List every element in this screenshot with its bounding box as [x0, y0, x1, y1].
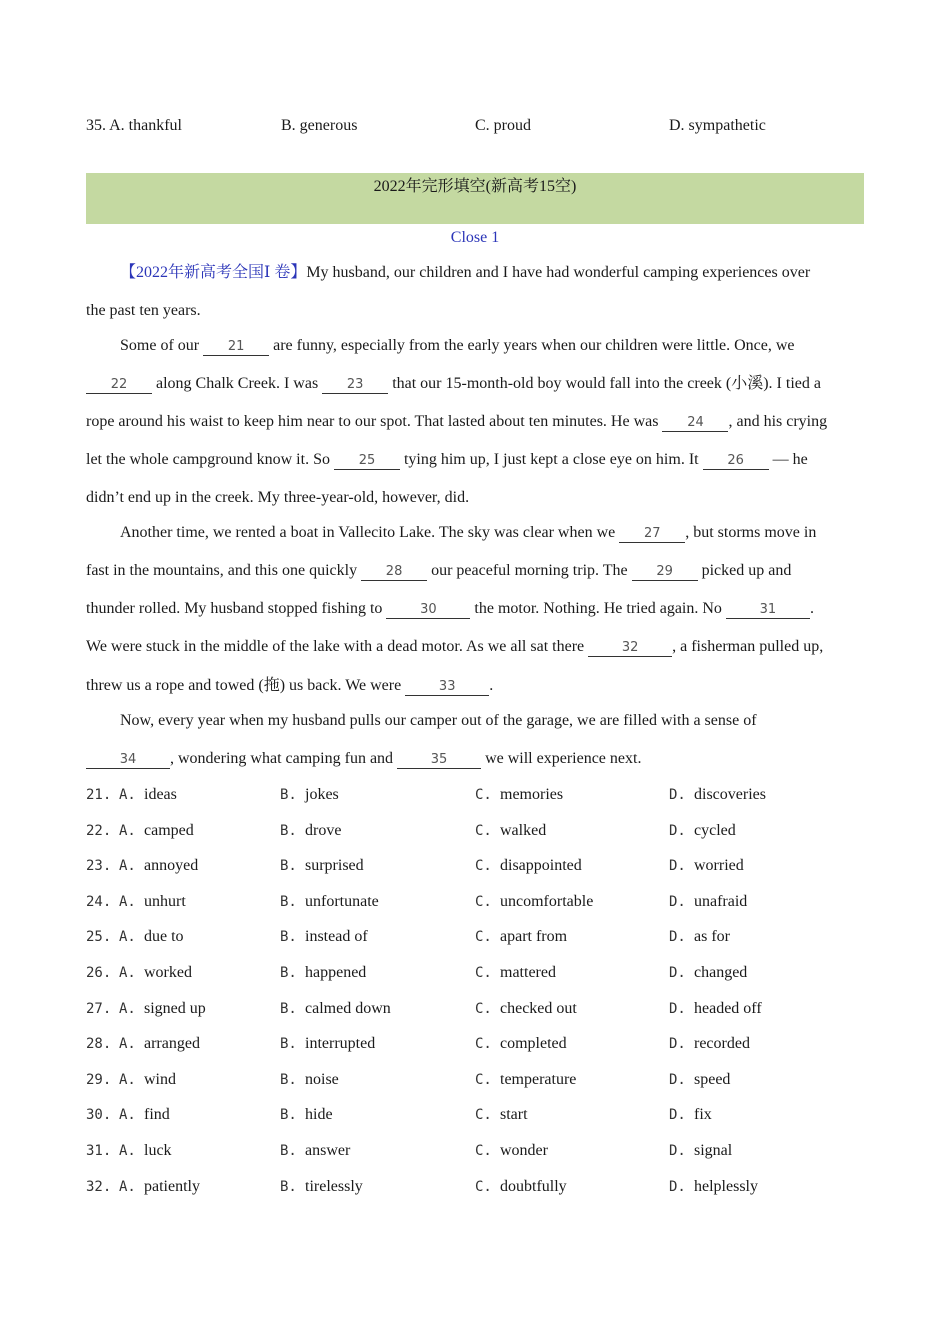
option-row: [86, 1141, 866, 1161]
blank-26: 26: [703, 453, 769, 470]
passage-line: 34 , wondering what camping fun and 35 we will experience next.: [86, 749, 641, 769]
passage-line: We were stuck in the middle of the lake with a dead motor. As we all sat there 32 , a fisherman pulled up,: [86, 638, 824, 655]
option-row: [86, 785, 866, 805]
option-letter-b: B.: [280, 1143, 297, 1159]
option-text-b: tirelessly: [305, 1177, 363, 1195]
option-letter-b: B.: [280, 965, 297, 981]
option-letter-a: A.: [119, 1178, 136, 1195]
option-letter-b: B.: [280, 1107, 297, 1124]
question-number: 25.: [86, 929, 112, 946]
option-letter-d: D.: [669, 1000, 686, 1017]
blank-35: 35: [397, 752, 481, 769]
option-letter-a: A.: [119, 787, 136, 803]
option-row: [86, 999, 866, 1019]
option-text-b: surprised: [305, 857, 364, 875]
option-text-c: walked: [500, 821, 547, 839]
option-text-a: wind: [144, 1070, 176, 1088]
option-letter-c: C.: [475, 858, 492, 875]
option-letter-d: D.: [669, 1178, 686, 1195]
option-text-a: luck: [144, 1142, 172, 1159]
option-letter-d: D.: [669, 965, 686, 981]
option-text-d: worried: [694, 857, 744, 875]
option-row: [86, 1105, 866, 1125]
prev-question-35: [86, 117, 866, 137]
option-letter-b: B.: [280, 893, 297, 910]
option-text-a: arranged: [144, 1035, 200, 1053]
option-letter-c: C.: [475, 1107, 492, 1124]
option-letter-b: B.: [280, 1000, 297, 1017]
option-letter-c: C.: [475, 929, 492, 946]
blank-32: 32: [588, 640, 672, 657]
option-text-b: answer: [305, 1142, 351, 1159]
question-number: 29.: [86, 1071, 112, 1088]
option-text-d: signal: [694, 1142, 733, 1159]
question-number: 21.: [86, 787, 112, 803]
option-text-a: camped: [144, 821, 194, 839]
option-letter-d: D.: [669, 787, 686, 803]
option-letter-d: D.: [669, 1071, 686, 1088]
question-number: 23.: [86, 858, 112, 875]
passage-line: 【2022年新高考全国Ⅰ 卷】My husband, our children and I have had wonderful camping experiences over: [120, 264, 811, 281]
option-text-a: due to: [144, 928, 184, 946]
option-text-a: signed up: [144, 999, 206, 1017]
option-text-d: speed: [694, 1070, 731, 1088]
blank-34: 34: [86, 752, 170, 769]
option-text-c: doubtfully: [500, 1177, 567, 1195]
option-text-d: headed off: [694, 999, 762, 1017]
option-letter-a: A.: [119, 1000, 136, 1017]
option-text-c: memories: [500, 786, 564, 803]
question-number: 31.: [86, 1143, 112, 1159]
option-text-d: cycled: [694, 821, 736, 839]
blank-22: 22: [86, 377, 152, 394]
option-text-d: fix: [694, 1106, 712, 1124]
option-text-b: drove: [305, 821, 342, 839]
option-letter-a: A.: [119, 929, 136, 946]
option-text-b: happened: [305, 964, 367, 981]
section-banner: [86, 173, 864, 224]
option-letter-a: A.: [119, 1107, 136, 1124]
question-number: 30.: [86, 1107, 112, 1124]
blank-27: 27: [619, 526, 685, 543]
option-text-a: annoyed: [144, 857, 199, 875]
option-letter-a: A.: [119, 965, 136, 981]
question-number: 26.: [86, 965, 112, 981]
passage-line: fast in the mountains, and this one quickly 28 our peaceful morning trip. The 29 picked up and: [86, 562, 792, 579]
q35-option-b: B. generous: [281, 117, 358, 134]
blank-28: 28: [361, 564, 427, 581]
option-row: [86, 821, 866, 841]
option-text-b: noise: [305, 1070, 339, 1088]
option-text-d: unafraid: [694, 892, 748, 910]
option-letter-b: B.: [280, 1071, 297, 1088]
option-letter-c: C.: [475, 1000, 492, 1017]
option-letter-d: D.: [669, 822, 686, 839]
blank-31: 31: [726, 602, 810, 619]
option-text-a: worked: [144, 964, 192, 981]
option-row: [86, 1177, 866, 1197]
q35-option-c: C. proud: [475, 117, 531, 134]
passage-line: 22 along Chalk Creek. I was 23 that our 15-month-old boy would fall into the creek (小溪). I tied a: [86, 374, 821, 394]
option-text-d: as for: [694, 928, 730, 946]
option-text-c: start: [500, 1106, 528, 1124]
option-text-b: interrupted: [305, 1035, 376, 1053]
option-letter-b: B.: [280, 858, 297, 875]
blank-24: 24: [662, 415, 728, 432]
option-letter-d: D.: [669, 1107, 686, 1124]
option-letter-a: A.: [119, 1143, 136, 1159]
passage-line: Another time, we rented a boat in Vallecito Lake. The sky was clear when we 27 , but storms move in: [120, 524, 817, 541]
option-text-c: wonder: [500, 1142, 548, 1159]
option-letter-d: D.: [669, 858, 686, 875]
blank-23: 23: [322, 377, 388, 394]
passage-line: let the whole campground know it. So 25 tying him up, I just kept a close eye on him. It 26 — he: [86, 451, 808, 468]
option-text-c: uncomfortable: [500, 892, 594, 910]
option-letter-b: B.: [280, 1178, 297, 1195]
option-text-d: discoveries: [694, 786, 766, 803]
section-title: 2022年完形填空(新高考15空): [373, 178, 577, 195]
q35-option-d: D. sympathetic: [669, 117, 766, 134]
option-letter-d: D.: [669, 1143, 686, 1159]
option-text-b: jokes: [305, 786, 339, 803]
option-text-a: patiently: [144, 1177, 200, 1195]
option-text-c: completed: [500, 1035, 567, 1053]
option-text-b: hide: [305, 1106, 333, 1124]
option-letter-c: C.: [475, 822, 492, 839]
blank-25: 25: [334, 453, 400, 470]
option-row: [86, 963, 866, 983]
question-number: 27.: [86, 1000, 112, 1017]
passage-line: thunder rolled. My husband stopped fishing to 30 the motor. Nothing. He tried again. No 31 .: [86, 600, 814, 617]
option-text-b: calmed down: [305, 999, 391, 1017]
question-number: 24.: [86, 893, 112, 910]
passage-line: Some of our 21 are funny, especially from the early years when our children were little. Once, we: [120, 337, 795, 354]
option-text-c: apart from: [500, 928, 568, 946]
option-letter-a: A.: [119, 893, 136, 910]
passage-line: Now, every year when my husband pulls our camper out of the garage, we are filled with a sense of: [120, 712, 757, 729]
option-letter-b: B.: [280, 787, 297, 803]
option-letter-a: A.: [119, 1036, 136, 1053]
blank-30: 30: [386, 602, 470, 619]
option-letter-c: C.: [475, 1036, 492, 1053]
option-text-a: find: [144, 1106, 170, 1124]
option-letter-c: C.: [475, 893, 492, 910]
option-letter-c: C.: [475, 1178, 492, 1195]
option-letter-b: B.: [280, 822, 297, 839]
option-text-b: unfortunate: [305, 892, 379, 910]
blank-29: 29: [632, 564, 698, 581]
option-letter-c: C.: [475, 1071, 492, 1088]
passage-line: didn’t end up in the creek. My three-year-old, however, did.: [86, 489, 470, 506]
passage-line: threw us a rope and towed (拖) us back. We were 33 .: [86, 677, 494, 694]
source-tag: 【2022年新高考全国Ⅰ 卷】: [120, 264, 307, 281]
passage-line: the past ten years.: [86, 302, 201, 319]
option-row: [86, 927, 866, 947]
option-text-d: helplessly: [694, 1177, 758, 1195]
option-letter-d: D.: [669, 893, 686, 910]
q35-option-a: 35. A. thankful: [86, 117, 182, 134]
option-text-b: instead of: [305, 928, 368, 946]
option-letter-a: A.: [119, 822, 136, 839]
option-letter-b: B.: [280, 1036, 297, 1053]
option-text-a: ideas: [144, 786, 177, 803]
option-text-a: unhurt: [144, 892, 186, 910]
option-row: [86, 1070, 866, 1090]
question-number: 32.: [86, 1178, 112, 1195]
option-text-c: mattered: [500, 964, 556, 981]
option-text-c: checked out: [500, 999, 577, 1017]
option-row: [86, 1034, 866, 1054]
option-letter-c: C.: [475, 965, 492, 981]
option-text-c: disappointed: [500, 857, 582, 875]
option-text-c: temperature: [500, 1070, 577, 1088]
question-number: 22.: [86, 822, 112, 839]
cloze-title: Close 1: [450, 229, 500, 246]
option-letter-c: C.: [475, 1143, 492, 1159]
option-text-d: changed: [694, 964, 748, 981]
option-letter-b: B.: [280, 929, 297, 946]
option-row: [86, 856, 866, 876]
option-row: [86, 892, 866, 912]
option-letter-a: A.: [119, 858, 136, 875]
question-number: 28.: [86, 1036, 112, 1053]
blank-33: 33: [405, 679, 489, 696]
passage-line: rope around his waist to keep him near to our spot. That lasted about ten minutes. He was 24 , and his crying: [86, 413, 828, 430]
option-letter-a: A.: [119, 1071, 136, 1088]
option-letter-c: C.: [475, 787, 492, 803]
option-letter-d: D.: [669, 929, 686, 946]
option-letter-d: D.: [669, 1036, 686, 1053]
blank-21: 21: [203, 339, 269, 356]
option-text-d: recorded: [694, 1035, 750, 1053]
